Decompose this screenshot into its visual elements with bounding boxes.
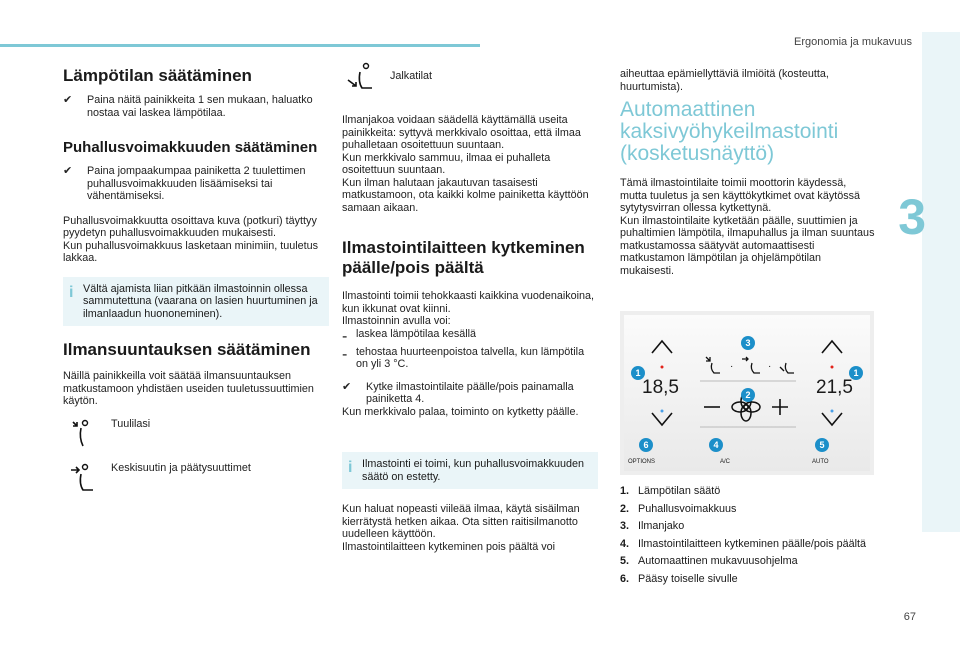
check-icon: ✔ — [63, 94, 73, 106]
info-icon: i — [348, 459, 353, 476]
info-icon: i — [69, 283, 74, 301]
legend-item: 5. Automaattinen mukavuusohjelma — [620, 555, 798, 567]
heading-ac: Ilmastointilaitteen kytkeminen päälle/pois päältä — [342, 238, 585, 277]
icon-footwell-row — [342, 60, 598, 92]
svg-text:2: 2 — [745, 390, 751, 400]
ac-list-item-1: - laskea lämpötilaa kesällä — [342, 327, 477, 345]
legend-item: 3. Ilmanjako — [620, 520, 685, 532]
auto-paragraph-2: Kun ilmastointilaite kytketään päälle, suuttimien ja puhaltimien lämpötila, ilmapuhallus ja ilman suuntaus matkustamossa säätyvät automaattisesti matkustamon lämpötilan ja ohjelämpötilan mukaisesti. — [620, 214, 875, 277]
distribution-paragraph: Ilmanjakoa voidaan säädellä käyttämällä useita painikkeita: syttyvä merkkivalo osoittaa, että ilmaa puhalletaan osoitettuun suuntaan. — [342, 114, 581, 151]
warning-note — [63, 277, 329, 327]
note-text: Vältä ajamista liian pitkään ilmastoinnin ollessa sammutettuna (vaarana on lasien huurtuminen ja ilmanlaadun huononeminen). — [83, 282, 318, 320]
fan-paragraph-1: Puhallusvoimakkuutta osoittava kuva (potkuri) täyttyy pyydetyn puhallusvoimakkuuden mukaisesti. — [63, 214, 317, 239]
ac-paragraph: Ilmastointi toimii tehokkaasti kaikkina vuodenaikoina, kun ikkunat ovat kiinni. — [342, 290, 595, 315]
auto-label: AUTO — [812, 459, 829, 465]
svg-text:6: 6 — [643, 440, 649, 450]
direction-paragraph: Näillä painikkeilla voit säätää ilmansuuntauksen matkustamoon yhdistäen useiden tuuletussuuttimien käytön. — [63, 370, 314, 407]
legend-item: 2. Puhallusvoimakkuus — [620, 502, 737, 515]
icon-central-row — [63, 462, 329, 494]
recirculation-paragraph: Kun haluat nopeasti viileää ilmaa, käytä sisäilman kierrätystä hetken aikaa. Ota sitten raitisilmanotto uudelleen käyttöön. — [342, 503, 580, 540]
windscreen-label: Tuulilasi — [111, 417, 151, 430]
page-number: 67 — [903, 611, 916, 623]
svg-text:1: 1 — [635, 368, 641, 378]
chapter-tab — [922, 32, 960, 532]
right-temp-value: 21,5 — [816, 377, 853, 398]
svg-text:3: 3 — [745, 338, 751, 348]
ac-indicator-paragraph: Kun merkkivalo palaa, toiminto on kytketty päälle. — [342, 405, 579, 418]
footwell-icon — [342, 60, 378, 92]
fan-text: Paina jompaakumpaa painiketta 2 tuulettimen puhallusvoimakkuuden lisäämiseksi tai vähentämiseksi. — [87, 165, 306, 202]
temp-instruction — [63, 94, 329, 119]
central-vents-icon — [63, 462, 99, 494]
options-label: OPTIONS — [628, 459, 656, 465]
ac-paragraph-2: Ilmastoinnin avulla voi: — [342, 315, 451, 327]
central-vents-label: Keskisuutin ja päätysuuttimet — [111, 461, 251, 474]
svg-text:5: 5 — [819, 440, 825, 450]
svg-text:·: · — [768, 361, 772, 372]
column-3 — [620, 60, 876, 585]
auto-climate-title: Automaattinen kaksivyöhykeilmastointi (kosketusnäyttö) — [620, 98, 839, 165]
ac-instruction — [342, 381, 598, 406]
ac-instruction-text: Kytke ilmastointilaite päälle/pois painamalla painiketta 4. — [366, 380, 574, 405]
heading-temperature: Lämpötilan säätäminen — [63, 66, 252, 85]
left-temp-value: 18,5 — [642, 377, 679, 398]
legend-item: 4. Ilmastointilaitteen kytkeminen päälle/pois päältä — [620, 537, 867, 550]
column-2 — [342, 60, 598, 553]
heading-fan: Puhallusvoimakkuuden säätäminen — [63, 139, 318, 156]
ac-off-paragraph: Ilmastointilaitteen kytkeminen pois päältä voi — [342, 540, 556, 553]
auto-paragraph: Tämä ilmastointilaite toimii moottorin käydessä, mutta tuuletus ja sen käyttökytkimet ovat käytössä sytytysvirran ollessa kytkettynä. — [620, 177, 861, 214]
check-icon: ✔ — [63, 165, 73, 177]
legend-item: 6. Pääsy toiselle sivulle — [620, 572, 738, 585]
fan-instruction — [63, 165, 329, 203]
ac-note-text: Ilmastointi ei toimi, kun puhallusvoimakkuuden säätö on estetty. — [362, 458, 585, 483]
section-title: Ergonomia ja mukavuus — [793, 36, 912, 48]
ac-list-item-2: - tehostaa huurteenpoistoa talvella, kun lämpötila on yli 3 °C. — [342, 345, 585, 370]
distribution-paragraph-2: Kun merkkivalo sammuu, ilmaa ei puhalleta osoitettuun suuntaan. — [342, 151, 551, 176]
temp-text: Paina näitä painikkeita 1 sen mukaan, haluatko nostaa vai laskea lämpötilaa. — [87, 94, 313, 119]
svg-text:1: 1 — [853, 368, 859, 378]
ac-label: A/C — [720, 459, 731, 465]
legend-item: 1. Lämpötilan säätö — [620, 485, 721, 497]
continued-paragraph: aiheuttaa epämiellyttäviä ilmiöitä (kosteutta, huurtumista). — [620, 68, 829, 93]
svg-text:·: · — [730, 361, 734, 372]
climate-touchscreen-illustration — [620, 311, 874, 475]
icon-windscreen-row — [63, 418, 329, 450]
legend-list — [620, 485, 876, 585]
ac-note — [342, 452, 598, 489]
windscreen-icon — [63, 418, 99, 450]
footwell-label: Jalkatilat — [390, 70, 433, 82]
header-rule — [0, 44, 480, 47]
svg-text:4: 4 — [713, 440, 719, 450]
heading-direction: Ilmansuuntauksen säätäminen — [63, 340, 311, 359]
chapter-number: 3 — [898, 189, 926, 245]
column-1 — [63, 60, 329, 494]
fan-paragraph-2: Kun puhallusvoimakkuus lasketaan minimiin, tuuletus lakkaa. — [63, 239, 319, 264]
check-icon: ✔ — [342, 380, 352, 393]
distribution-paragraph-3: Kun ilman halutaan jakautuvan tasaisesti matkustamoon, ota kaikki kolme painiketta käyttöön samaan aikaan. — [342, 176, 589, 214]
